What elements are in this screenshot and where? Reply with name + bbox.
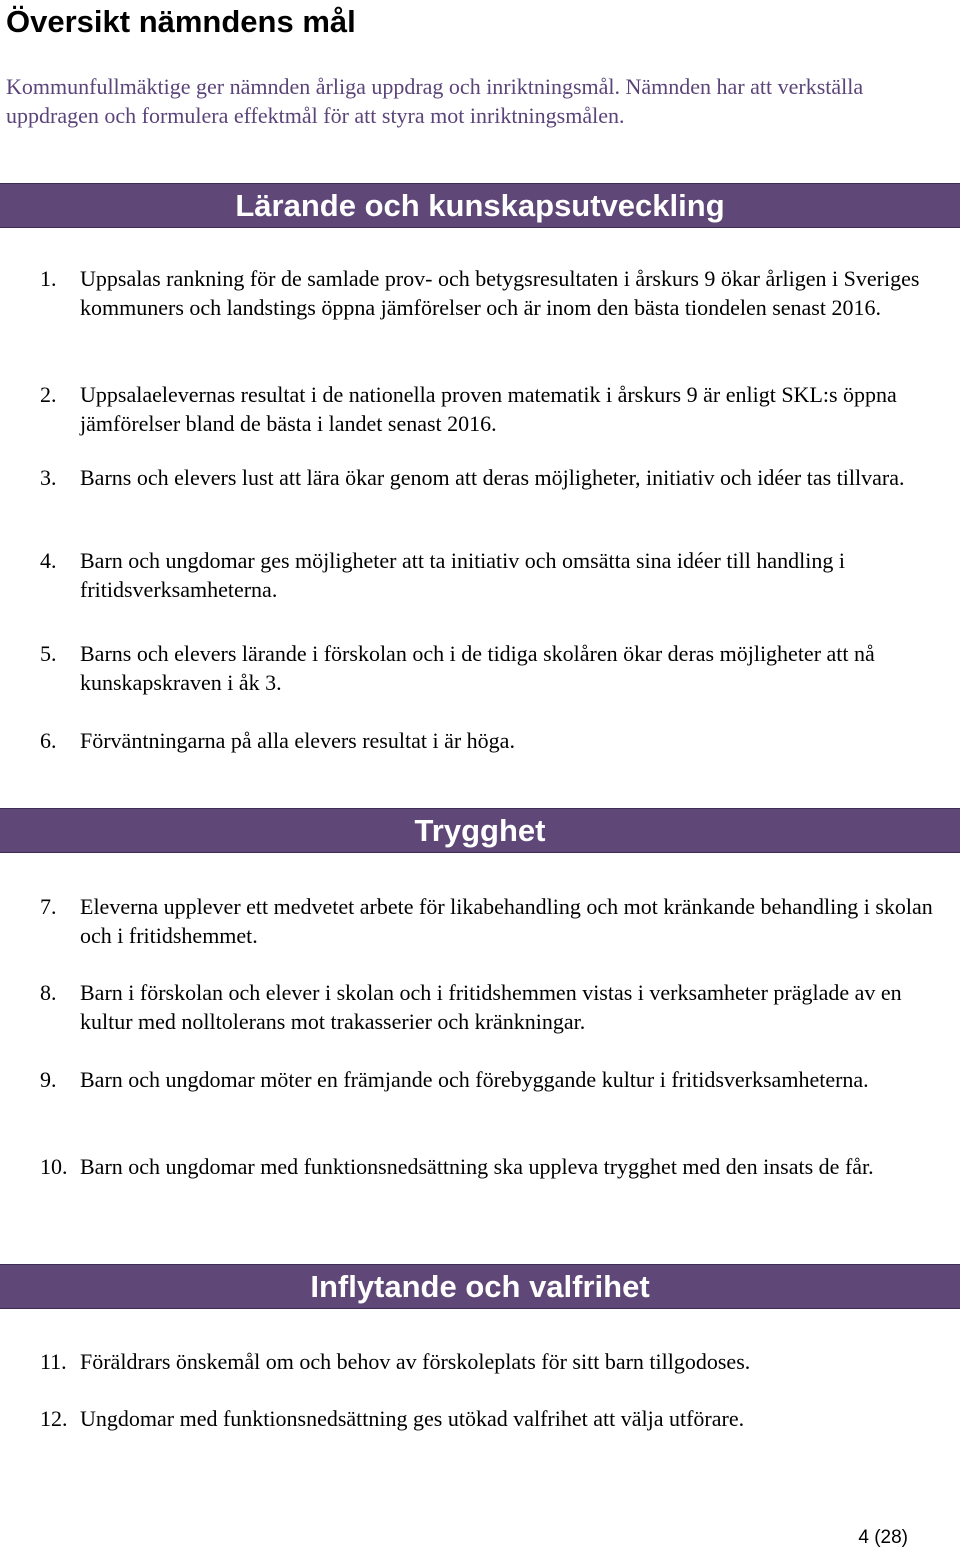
goal-number: 5. [40, 641, 57, 666]
goal-text: Barn i förskolan och elever i skolan och i fritidshemmen vistas i verksamheter präglade av en kultur med nolltolerans mot trakasserier och kränkningar. [80, 980, 902, 1034]
goal-number: 6. [40, 728, 57, 753]
goal-number: 3. [40, 465, 57, 490]
intro-paragraph: Kommunfullmäktige ger nämnden årliga uppdrag och inriktningsmål. Nämnden har att verkställa uppdragen och formulera effektmål för att styra mot inriktningsmålen. [6, 74, 864, 128]
goal-text: Uppsalaelevernas resultat i de nationella proven matematik i årskurs 9 är enligt SKL:s öppna jämförelser bland de bästa i landet senast 2016. [80, 382, 897, 436]
goal-number: 9. [40, 1067, 57, 1092]
goal-text: Förväntningarna på alla elevers resultat i är höga. [80, 728, 515, 753]
section-heading: Inflytande och valfrihet [310, 1269, 650, 1304]
goal-number: 4. [40, 548, 57, 573]
goal-text: Ungdomar med funktionsnedsättning ges utökad valfrihet att välja utförare. [80, 1406, 745, 1431]
goal-text: Barn och ungdomar med funktionsnedsättning ska uppleva trygghet med den insats de får. [80, 1154, 874, 1179]
goal-text: Barn och ungdomar möter en främjande och förebyggande kultur i fritidsverksamheterna. [80, 1067, 869, 1092]
goal-text: Barns och elevers lust att lära ökar genom att deras möjligheter, initiativ och idéer tas tillvara. [80, 465, 905, 490]
goal-number: 1. [40, 266, 57, 291]
goal-number: 7. [40, 894, 57, 919]
goal-text: Föräldrars önskemål om och behov av förskoleplats för sitt barn tillgodoses. [80, 1349, 751, 1374]
goal-number: 8. [40, 980, 57, 1005]
page-title: Översikt nämndens mål [6, 4, 356, 39]
page-number: 4 (28) [858, 1527, 908, 1548]
goal-text: Barn och ungdomar ges möjligheter att ta initiativ och omsätta sina idéer till handling i fritidsverksamheterna. [80, 548, 845, 602]
section-banner-larande [0, 183, 960, 228]
goal-number: 12. [40, 1406, 68, 1431]
section-heading: Lärande och kunskapsutveckling [235, 188, 725, 223]
goal-number: 2. [40, 382, 57, 407]
goal-text: Eleverna upplever ett medvetet arbete för likabehandling och mot kränkande behandling i skolan och i fritidshemmet. [80, 894, 933, 948]
goal-number: 10. [40, 1154, 68, 1179]
goal-number: 11. [40, 1349, 67, 1374]
goal-text: Barns och elevers lärande i förskolan och i de tidiga skolåren ökar deras möjligheter att nå kunskapskraven i åk 3. [80, 641, 875, 695]
section-banner-trygghet [0, 808, 960, 853]
section-banner-inflytande [0, 1264, 960, 1309]
goal-text: Uppsalas rankning för de samlade prov- och betygsresultaten i årskurs 9 ökar årligen i Sveriges kommuners och landstings öppna jämförelser och är inom den bästa tiondelen senast 2016. [80, 266, 920, 320]
section-heading: Trygghet [414, 813, 546, 848]
